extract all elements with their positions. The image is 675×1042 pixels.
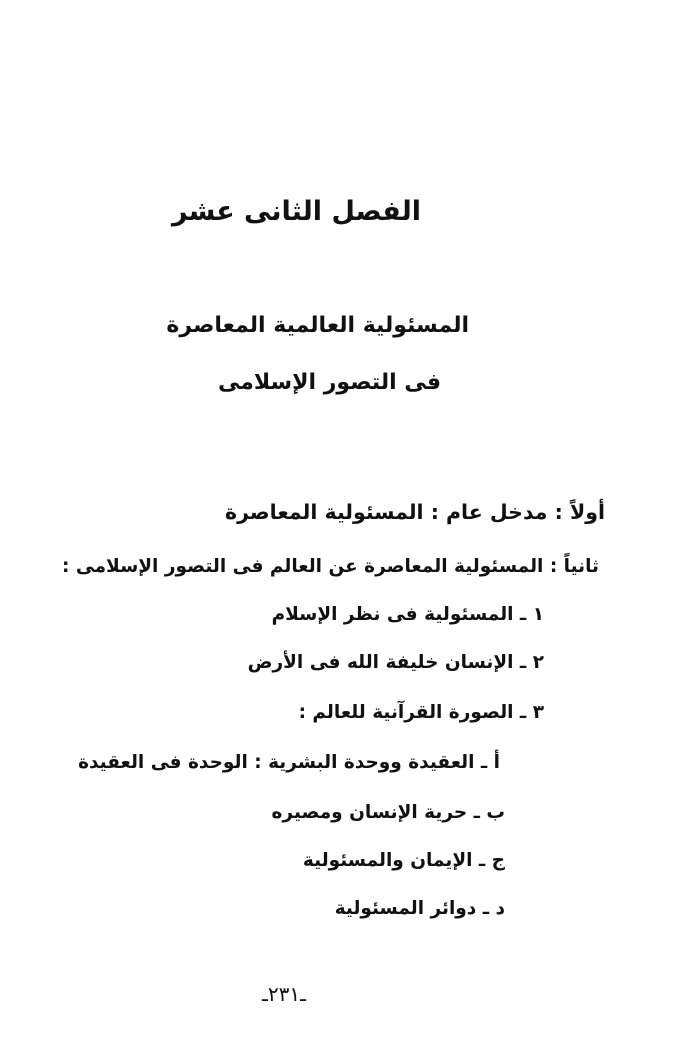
chapter-subtitle-line-1: المسئولية العالمية المعاصرة xyxy=(166,313,469,338)
toc-item-2-3: ٣ ـ الصورة القرآنية للعالم : xyxy=(298,702,544,723)
toc-item-2-2: ٢ ـ الإنسان خليفة الله فى الأرض xyxy=(247,652,544,673)
toc-item-2-3-c: ج ـ الإيمان والمسئولية xyxy=(302,850,505,871)
toc-item-2-3-b: ب ـ حرية الإنسان ومصيره xyxy=(271,802,505,823)
toc-item-section-1: أولاً : مدخل عام : المسئولية المعاصرة xyxy=(224,500,605,524)
toc-item-2-3-d: د ـ دوائر المسئولية xyxy=(334,898,505,919)
chapter-title: الفصل الثانى عشر xyxy=(171,196,421,227)
toc-item-2-3-a: أ ـ العقيدة ووحدة البشرية : الوحدة فى العقيدة xyxy=(78,752,500,773)
page-number: ـ٢٣١ـ xyxy=(262,982,306,1006)
chapter-subtitle-line-2: فى التصور الإسلامى xyxy=(217,370,441,395)
toc-item-2-1: ١ ـ المسئولية فى نظر الإسلام xyxy=(271,604,544,625)
toc-item-section-2: ثانياً : المسئولية المعاصرة عن العالم فى التصور الإسلامى : xyxy=(62,556,599,577)
